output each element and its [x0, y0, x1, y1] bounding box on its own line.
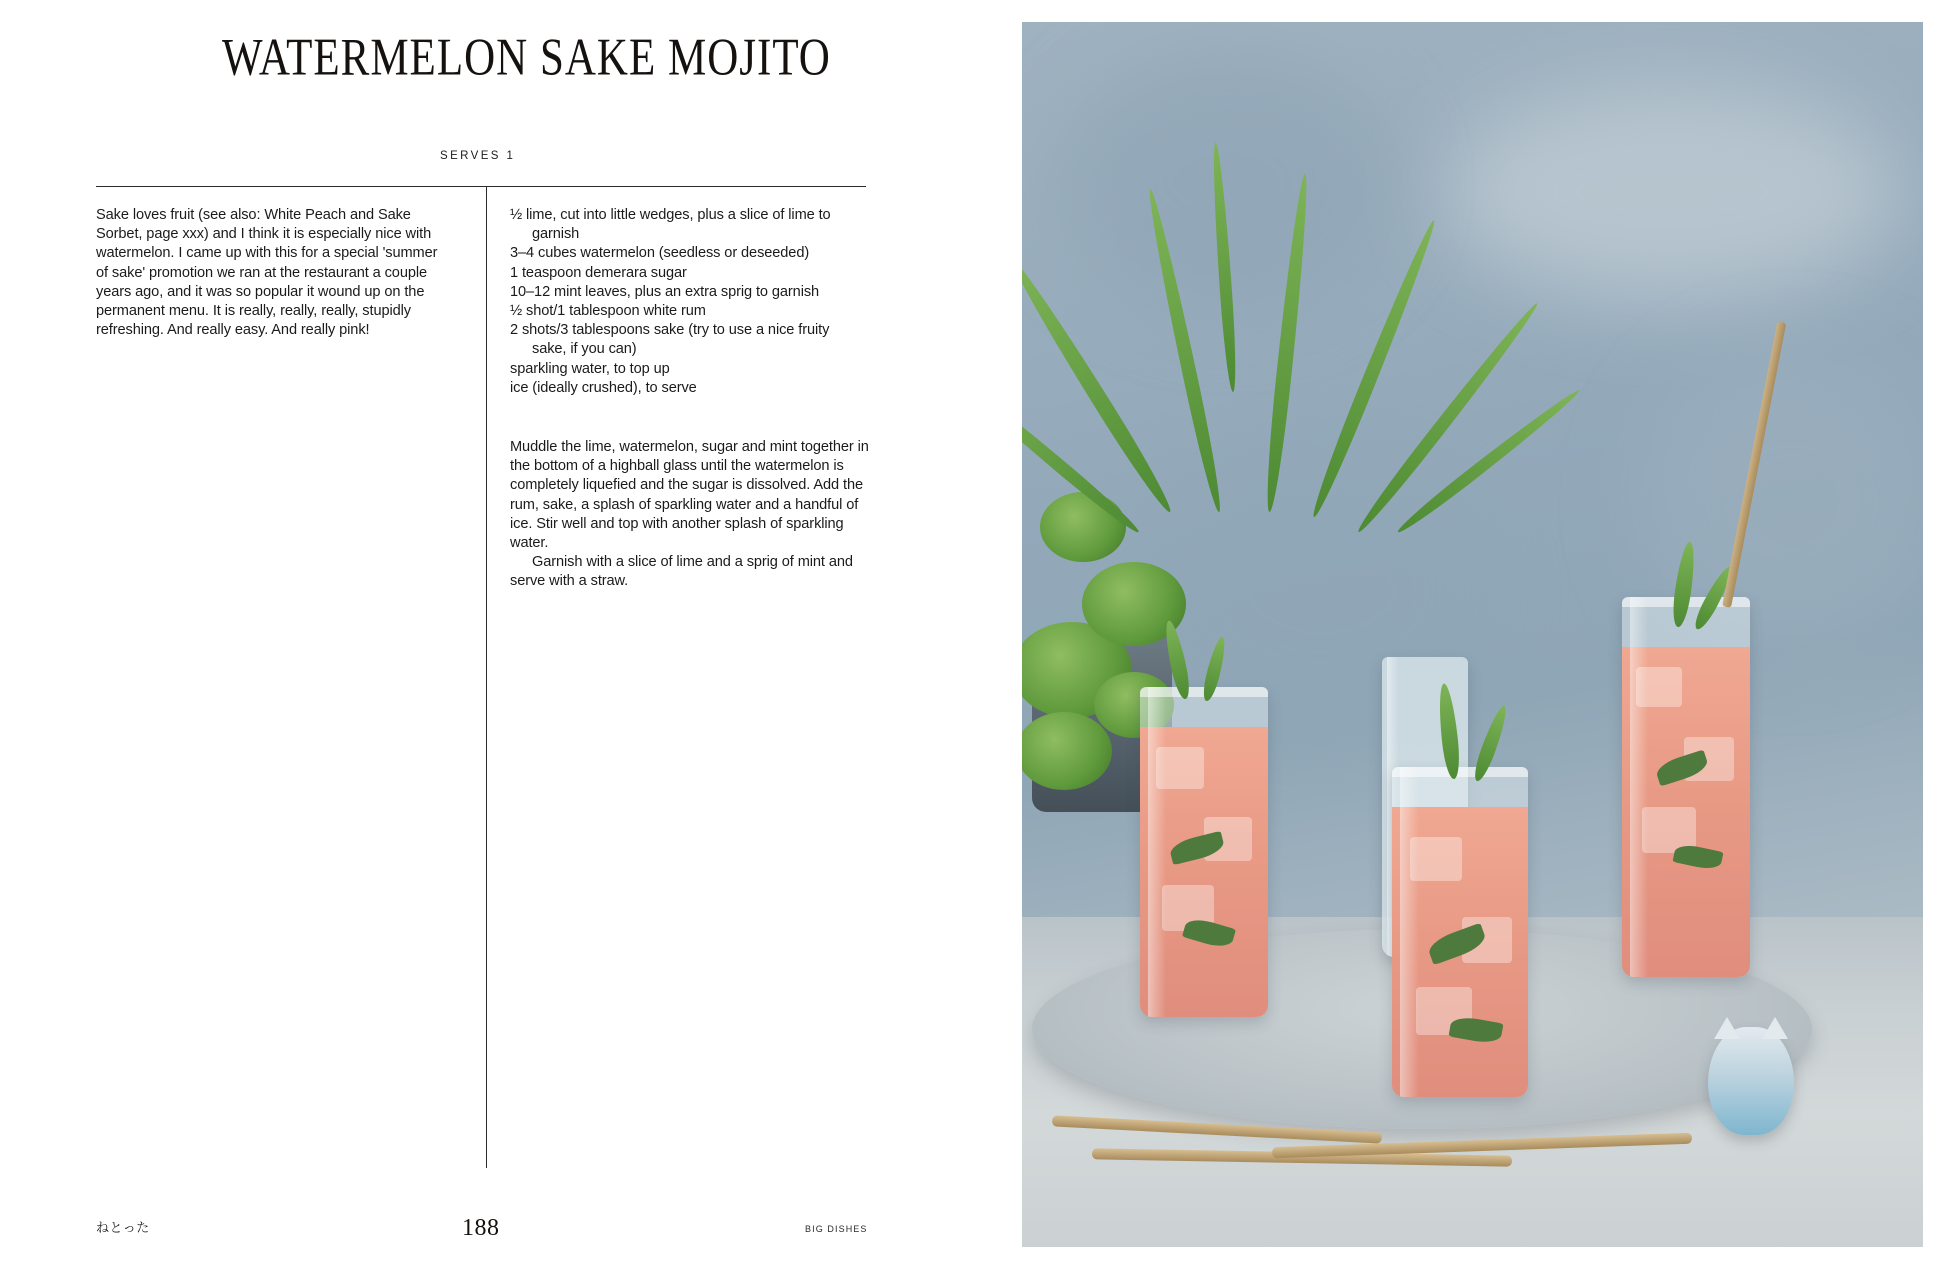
chapter-label: BIG DISHES [805, 1224, 868, 1234]
intro-text: Sake loves fruit (see also: White Peach and Sake Sorbet, page xxx) and I think it is especially nice with watermelon. I came up with this for a special 'summer of sake' promotion we ran at the restaurant a couple years ago, and it was so popular it wound up on the permanent menu. It is really, really, really, stupidly refreshing. And really easy. And really pink! [96, 207, 438, 339]
serves-label: SERVES 1 [440, 150, 516, 162]
ingredient-item: garnish [532, 226, 580, 243]
ingredient-item: 3–4 cubes watermelon (seedless or deseeded) [510, 245, 810, 262]
horizontal-rule [96, 186, 866, 187]
page-number: 188 [462, 1215, 500, 1241]
method-text [510, 438, 870, 592]
cocktail-photograph [1022, 22, 1923, 1247]
right-photo-page [1022, 0, 1946, 1269]
ingredient-item: 10–12 mint leaves, plus an extra sprig to garnish [510, 283, 820, 300]
cocktail-glass-right [1622, 597, 1750, 977]
glass-sheen [1630, 597, 1648, 977]
method-paragraph: Garnish with a slice of lime and a sprig of mint and serve with a straw. [510, 554, 853, 590]
glass-sheen [1148, 687, 1166, 1017]
pilea-leaf [1040, 492, 1126, 562]
wall-highlight [1442, 82, 1902, 302]
ingredient-item: ½ shot/1 tablespoon white rum [510, 303, 706, 320]
ingredients-list [510, 206, 868, 398]
ingredient-item: sake, if you can) [532, 341, 637, 358]
cocktail-glass-left [1140, 687, 1268, 1017]
ingredient-item: 2 shots/3 tablespoons sake (try to use a nice fruity [510, 322, 830, 339]
method-paragraph: Muddle the lime, watermelon, sugar and mint together in the bottom of a highball glass until the watermelon is completely liquefied and the sugar is dissolved. Add the rum, sake, a splash of sparkling water and a handful of ice. Stir well and top with another splash of sparkling water. [510, 439, 869, 552]
japanese-footer-mark: ねとった [96, 1220, 150, 1235]
glass-sheen [1400, 767, 1419, 1097]
ingredient-item: ice (ideally crushed), to serve [510, 379, 697, 396]
ingredient-item: ½ lime, cut into little wedges, plus a slice of lime to [510, 207, 831, 223]
grass-blade [1394, 386, 1583, 537]
cocktail-glass-centre [1392, 767, 1528, 1097]
ingredient-item: sparkling water, to top up [510, 360, 670, 377]
ceramic-cat-ornament [1708, 1027, 1794, 1135]
ingredient-item: 1 teaspoon demerara sugar [510, 264, 687, 281]
vertical-rule [486, 186, 487, 1168]
page-title: WATERMELON SAKE MOJITO [222, 29, 831, 87]
